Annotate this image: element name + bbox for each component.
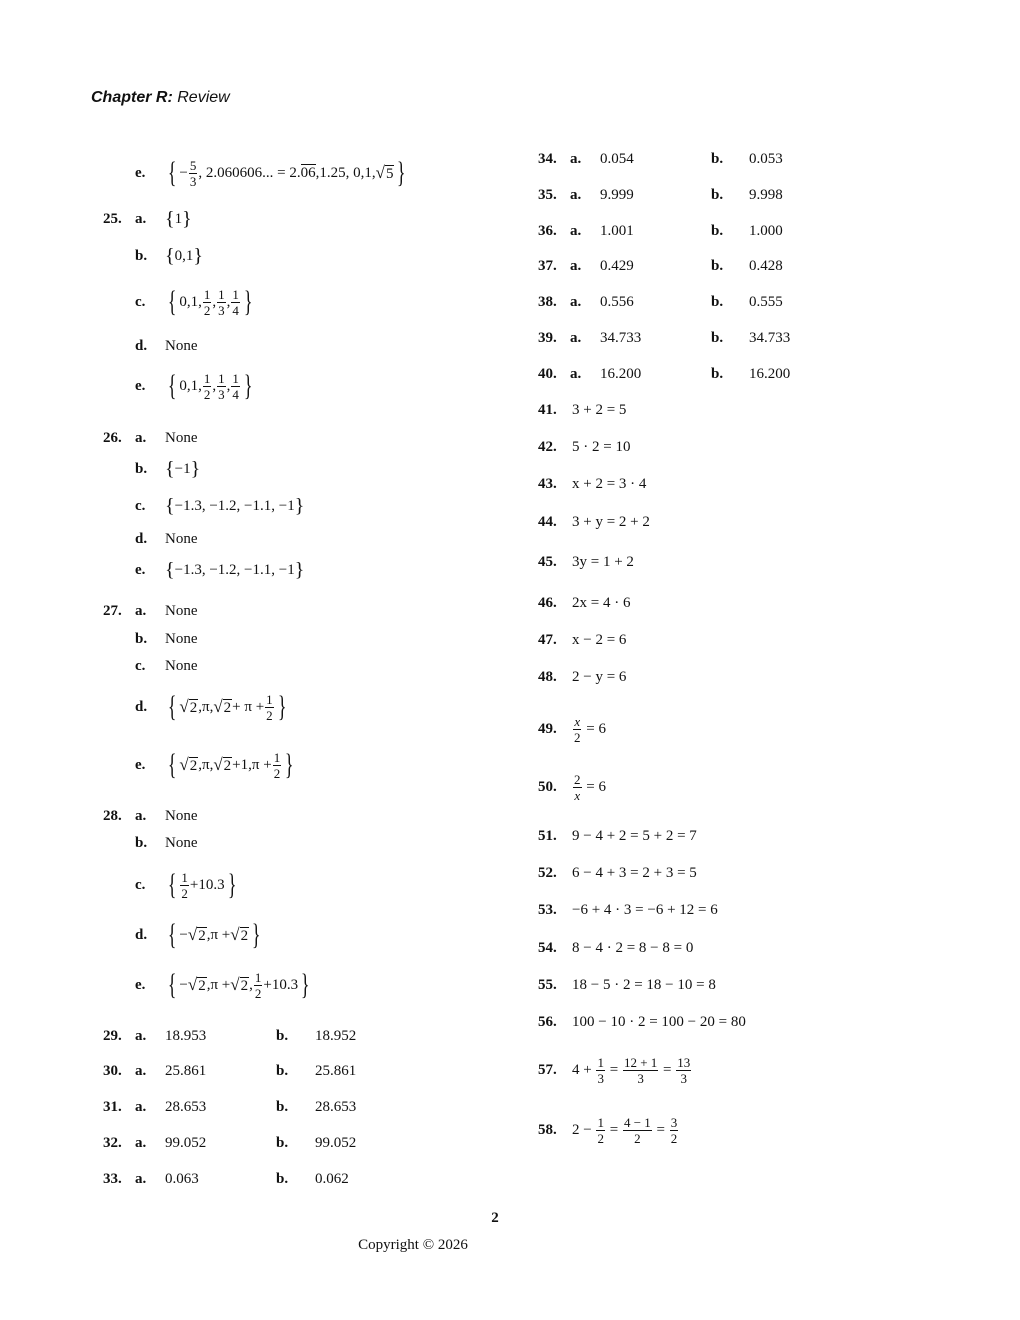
answer-b: 1.000 [749, 222, 783, 239]
problem-number: 39. [538, 329, 557, 346]
part-label: b. [711, 186, 724, 203]
set-expression: { 0,1, 1 2 , 1 3 , 1 4 } [167, 369, 253, 402]
repeating-digits: 06 [300, 165, 316, 181]
answer-a: 0.429 [600, 257, 634, 274]
answer-text: None [165, 602, 198, 619]
part-label: a. [135, 1170, 147, 1187]
equation: 2 − $\frac{1}{2}$ = $\frac{4 - 1}{2}$ = $\frac{3}{2}$ [572, 1114, 678, 1146]
equation: 5 · 2 = 10 [572, 438, 631, 455]
part-label: b. [135, 630, 148, 647]
equation: 6 − 4 + 3 = 2 + 3 = 5 [572, 864, 697, 881]
answer-text: None [165, 834, 198, 851]
equation: x + 2 = 3 · 4 [572, 475, 647, 492]
part-label: e. [135, 561, 146, 578]
part-label: d. [135, 698, 148, 715]
answer-a: 18.953 [165, 1027, 207, 1044]
problem-number: 43. [538, 475, 557, 492]
part-label: a. [570, 329, 582, 346]
page-number: 2 [491, 1210, 499, 1226]
answer-a: 16.200 [600, 365, 642, 382]
answer-a: 34.733 [600, 329, 642, 346]
chapter-label: Chapter R: [91, 89, 173, 106]
part-label: c. [135, 497, 146, 514]
set-expression: { 0,1 } [165, 245, 203, 267]
part-label: b. [711, 365, 724, 382]
problem-number: 44. [538, 513, 557, 530]
part-label: b. [711, 293, 724, 310]
part-label: b. [711, 222, 724, 239]
answer-b: 25.861 [315, 1062, 357, 1079]
answer-a: 0.054 [600, 150, 634, 167]
part-label: a. [135, 429, 147, 446]
problem-number: 27. [103, 602, 122, 619]
problem-number: 26. [103, 429, 122, 446]
answer-text: None [165, 657, 198, 674]
part-label: a. [570, 293, 582, 310]
part-label: c. [135, 293, 146, 310]
problem-number: 28. [103, 807, 122, 824]
answer-a: 99.052 [165, 1134, 207, 1151]
set-expression: { √ 2 ,π, √ 2 +1 , π + $\frac{1}{2}$ } [167, 748, 294, 781]
part-label: a. [570, 222, 582, 239]
equation: $\frac{2}{x}$ = 6 [574, 771, 606, 803]
problem-number: 40. [538, 365, 557, 382]
problem-number: 47. [538, 631, 557, 648]
part-label: b. [276, 1134, 289, 1151]
part-label: b. [135, 834, 148, 851]
set-expression: { − $\frac{5}{3}$ , 2.060606... = 2. 06 ,1.25, 0,1, √ 5 } [167, 156, 406, 189]
part-label: b. [276, 1170, 289, 1187]
problem-number: 35. [538, 186, 557, 203]
set-expression: { 1 } [165, 208, 192, 230]
answer-text: None [165, 530, 198, 547]
problem-number: 56. [538, 1013, 557, 1030]
equation: 2x = 4 · 6 [572, 594, 631, 611]
part-label: a. [570, 186, 582, 203]
equation: 3 + 2 = 5 [572, 401, 627, 418]
answer-b: 9.998 [749, 186, 783, 203]
answer-b: 0.428 [749, 257, 783, 274]
part-label: b. [711, 329, 724, 346]
part-label: e. [135, 164, 146, 181]
set-expression: { 1 2 +10.3 } [167, 868, 237, 901]
equation: 8 − 4 · 2 = 8 − 8 = 0 [572, 939, 694, 956]
set-expression: { − √ 2 , π + √ 2 , 1 2 +10.3 } [167, 968, 310, 1001]
problem-number: 38. [538, 293, 557, 310]
set-expression: { √ 2 ,π, √ 2 + π + $\frac{1}{2}$ } [167, 690, 287, 723]
part-label: b. [276, 1027, 289, 1044]
answer-text: None [165, 337, 198, 354]
part-label: b. [276, 1098, 289, 1115]
decimal: 2.060606... = 2. [205, 164, 301, 181]
answer-b: 18.952 [315, 1027, 357, 1044]
part-label: e. [135, 377, 146, 394]
problem-number: 31. [103, 1098, 122, 1115]
answer-a: 1.001 [600, 222, 634, 239]
part-label: a. [570, 150, 582, 167]
part-label: a. [135, 807, 147, 824]
part-label: a. [135, 1062, 147, 1079]
equation: 4 + $\frac{1}{3}$ = $\frac{12 + 1}{3}$ = $\frac{13}{3}$ [572, 1054, 691, 1086]
minus-sign: − [179, 164, 188, 181]
problem-number: 36. [538, 222, 557, 239]
answer-b: 16.200 [749, 365, 791, 382]
answer-text: None [165, 630, 198, 647]
copyright: Copyright © 2026 [358, 1237, 468, 1253]
part-label: c. [135, 657, 146, 674]
answer-b: 0.053 [749, 150, 783, 167]
set-expression: { −1.3, −1.2, −1.1, −1 } [165, 495, 305, 517]
part-label: a. [570, 257, 582, 274]
answer-a: 0.556 [600, 293, 634, 310]
problem-number: 55. [538, 976, 557, 993]
answer-a: 0.063 [165, 1170, 199, 1187]
problem-number: 58. [538, 1121, 557, 1138]
part-label: b. [135, 460, 148, 477]
equation: 2 − y = 6 [572, 668, 627, 685]
part-label: a. [135, 1134, 147, 1151]
problem-number: 52. [538, 864, 557, 881]
problem-number: 33. [103, 1170, 122, 1187]
part-label: a. [570, 365, 582, 382]
equation: $\frac{x}{2}$ = 6 [574, 713, 606, 745]
answer-b: 99.052 [315, 1134, 357, 1151]
problem-number: 30. [103, 1062, 122, 1079]
problem-number: 48. [538, 668, 557, 685]
part-label: b. [711, 150, 724, 167]
equation: 3y = 1 + 2 [572, 553, 634, 570]
part-label: e. [135, 756, 146, 773]
answer-a: 9.999 [600, 186, 634, 203]
answer-a: 25.861 [165, 1062, 207, 1079]
part-label: a. [135, 1098, 147, 1115]
part-label: d. [135, 926, 148, 943]
chapter-title: Review [177, 89, 230, 106]
set-expression: { − √ 2 , π + √ 2 } [167, 918, 261, 951]
problem-number: 32. [103, 1134, 122, 1151]
answer-b: 34.733 [749, 329, 791, 346]
set-expression: { −1 } [165, 458, 201, 480]
equation: 9 − 4 + 2 = 5 + 2 = 7 [572, 827, 697, 844]
problem-number: 45. [538, 553, 557, 570]
part-label: d. [135, 337, 148, 354]
answer-a: 28.653 [165, 1098, 207, 1115]
equation: 100 − 10 · 2 = 100 − 20 = 80 [572, 1013, 746, 1030]
problem-number: 25. [103, 210, 122, 227]
equation: −6 + 4 · 3 = −6 + 12 = 6 [572, 901, 718, 918]
equation: x − 2 = 6 [572, 631, 627, 648]
answer-text: None [165, 429, 198, 446]
part-label: a. [135, 210, 147, 227]
problem-number: 49. [538, 720, 557, 737]
part-label: b. [135, 247, 148, 264]
part-label: d. [135, 530, 148, 547]
equation: 18 − 5 · 2 = 18 − 10 = 8 [572, 976, 716, 993]
answer-b: 0.555 [749, 293, 783, 310]
problem-number: 42. [538, 438, 557, 455]
part-label: e. [135, 976, 146, 993]
problem-number: 53. [538, 901, 557, 918]
equation: 3 + y = 2 + 2 [572, 513, 650, 530]
part-label: b. [276, 1062, 289, 1079]
answer-text: None [165, 807, 198, 824]
chapter-header [91, 89, 230, 107]
answer-b: 28.653 [315, 1098, 357, 1115]
problem-number: 57. [538, 1061, 557, 1078]
set-tail: ,1.25, 0,1, [315, 164, 376, 181]
set-expression: { −1.3, −1.2, −1.1, −1 } [165, 559, 305, 581]
problem-number: 46. [538, 594, 557, 611]
part-label: a. [135, 602, 147, 619]
problem-number: 51. [538, 827, 557, 844]
part-label: c. [135, 876, 146, 893]
problem-number: 34. [538, 150, 557, 167]
set-expression: { 0,1, 1 2 , 1 3 , 1 4 } [167, 285, 253, 318]
part-label: b. [711, 257, 724, 274]
problem-number: 37. [538, 257, 557, 274]
fraction: $\frac{5}{3}$ [189, 157, 197, 189]
answer-b: 0.062 [315, 1170, 349, 1187]
problem-number: 54. [538, 939, 557, 956]
sqrt: √ 5 [375, 163, 394, 182]
part-label: a. [135, 1027, 147, 1044]
problem-number: 29. [103, 1027, 122, 1044]
problem-number: 50. [538, 778, 557, 795]
problem-number: 41. [538, 401, 557, 418]
